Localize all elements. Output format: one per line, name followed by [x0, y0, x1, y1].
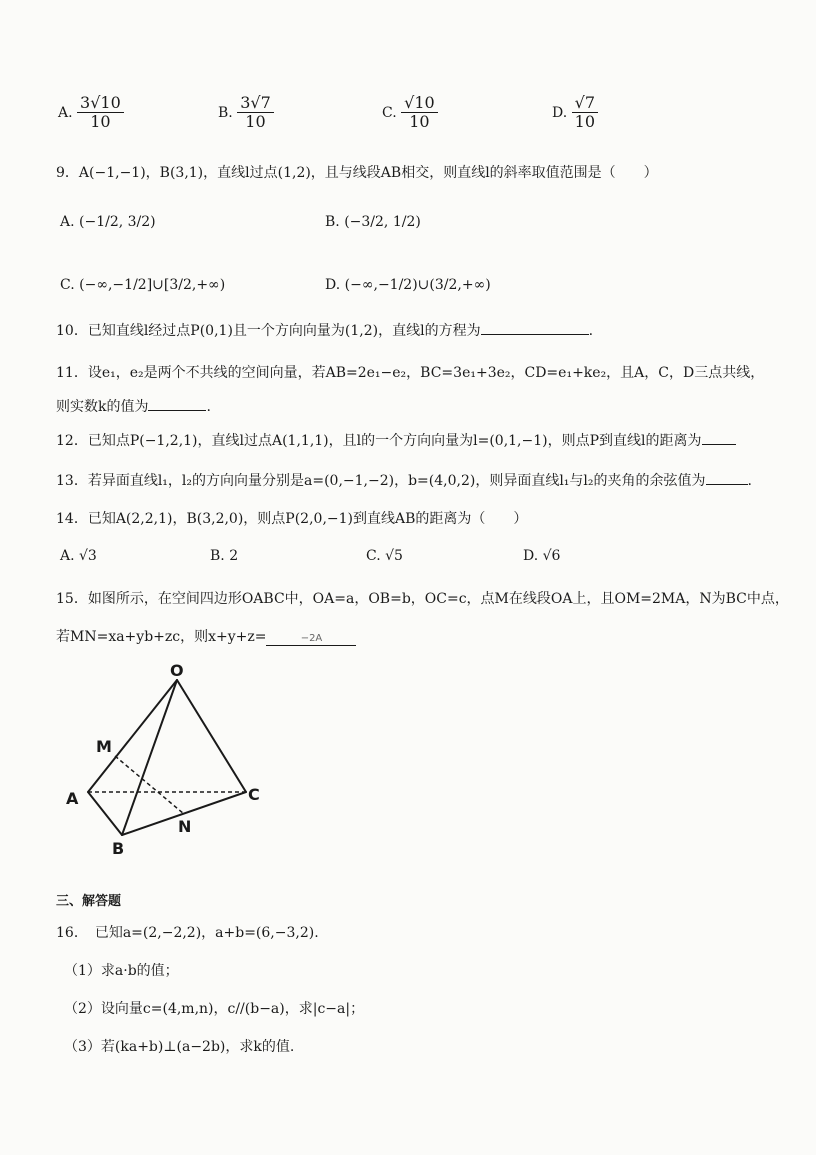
option-text: (−∞,−1/2]∪[3/2,+∞) [79, 277, 226, 293]
option-label: A. [58, 104, 73, 121]
fraction [401, 94, 438, 132]
q11-line1: 11．设e₁，e₂是两个不共线的空间向量，若AB=2e₁−e₂，BC=3e₁+3e₂，CD=e₁+ke₂，且A，C，D三点共线， [56, 365, 765, 381]
q11-stem-end: 则实数k的值为 [56, 399, 149, 415]
option-text: (−1/2, 3/2) [79, 214, 156, 230]
denominator: 10 [90, 112, 111, 132]
q14-option-d [523, 548, 560, 564]
option-label: C. [382, 104, 397, 121]
option-label: B. [325, 214, 340, 230]
q16-stem: 16． 已知a=(2,−2,2)，a+b=(6,−3,2). [56, 925, 319, 941]
edge-oc [177, 680, 246, 792]
option-label: A. [60, 548, 75, 564]
q9-option-a [60, 214, 156, 230]
answer-blank[interactable] [266, 629, 356, 646]
fraction [572, 94, 598, 132]
option-text: √3 [79, 548, 97, 564]
q12 [56, 430, 736, 450]
answer-blank[interactable] [706, 484, 748, 485]
section-title: 三、解答题 [56, 894, 122, 909]
tetrahedron-figure [60, 660, 280, 860]
label-b: B [112, 839, 125, 858]
option-label: D. [552, 104, 568, 121]
option-label: D. [523, 548, 539, 564]
edge-ab [88, 792, 122, 835]
label-c: C [248, 785, 260, 804]
label-a: A [66, 789, 79, 808]
q11-line2: 则实数k的值为 . [56, 399, 211, 415]
numerator: √10 [401, 94, 438, 113]
segment-mn [115, 756, 184, 814]
q14-option-c [366, 548, 403, 564]
q16-part1: （1）求a·b的值； [64, 963, 179, 979]
option-label: C. [60, 277, 75, 293]
numerator: 3√7 [237, 94, 274, 113]
label-m: M [96, 737, 112, 756]
option-text: (−∞,−1/2)∪(3/2,+∞) [344, 277, 491, 293]
q15-line1: 15．如图所示，在空间四边形OABC中，OA=a，OB=b，OC=c，点M在线段OA上，且OM=2MA，N为BC中点， [56, 591, 789, 607]
numerator: √7 [572, 94, 598, 113]
q14-option-b [210, 548, 238, 564]
denominator: 10 [574, 112, 595, 132]
option-text: √5 [385, 548, 403, 564]
q9-option-d [325, 277, 491, 293]
q13: 13．若异面直线l₁，l₂的方向向量分别是a=(0,−1,−2)，b=(4,0,2)，则异面直线l₁与l₂的夹角的余弦值为 . [56, 473, 752, 489]
q8-option-c [382, 94, 438, 132]
answer-blank[interactable] [481, 334, 589, 335]
label-o: O [170, 661, 184, 680]
option-label: D. [325, 277, 341, 293]
q15-line2 [56, 626, 356, 646]
edge-ob [122, 680, 177, 835]
q8-option-a [58, 94, 124, 132]
q16-part3: （3）若(ka+b)⊥(a−2b)，求k的值. [64, 1039, 295, 1055]
fraction [77, 94, 124, 132]
option-label: B. [218, 104, 233, 121]
q14-option-a [60, 548, 97, 564]
q8-option-d [552, 94, 598, 132]
q9-option-b [325, 214, 421, 230]
q8-option-b [218, 94, 274, 132]
option-text: (−3/2, 1/2) [344, 214, 421, 230]
answer-blank[interactable] [702, 444, 736, 445]
q14-stem: 14．已知A(2,2,1)，B(3,2,0)，则点P(2,0,−1)到直线AB的距离为（ ） [56, 511, 528, 527]
option-text: 2 [229, 548, 239, 564]
denominator: 10 [245, 112, 266, 132]
option-label: C. [366, 548, 381, 564]
option-label: A. [60, 214, 75, 230]
option-text: √6 [542, 548, 561, 564]
q9-option-c [60, 277, 225, 293]
q15-stem-end: 若MN=xa+yb+zc，则x+y+z= [56, 629, 267, 645]
q10: 10．已知直线l经过点P(0,1)且一个方向向量为(1,2)，直线l的方程为 . [56, 323, 594, 339]
q16-part2: （2）设向量c=(4,m,n)，c//(b−a)，求|c−a|； [64, 1001, 365, 1017]
q9-stem: 9．A(−1,−1)，B(3,1)，直线l过点(1,2)，且与线段AB相交，则直线l的斜率取值范围是（ ） [56, 165, 658, 181]
handwritten-answer: −2A [300, 633, 323, 644]
denominator: 10 [409, 112, 430, 132]
q10-stem: 10．已知直线l经过点P(0,1)且一个方向向量为(1,2)，直线l的方程为 [56, 323, 481, 339]
edge-oa [88, 680, 177, 792]
fraction [237, 94, 274, 132]
option-label: B. [210, 548, 225, 564]
q13-stem: 13．若异面直线l₁，l₂的方向向量分别是a=(0,−1,−2)，b=(4,0,2)，则异面直线l₁与l₂的夹角的余弦值为 [56, 473, 706, 489]
numerator: 3√10 [77, 94, 124, 113]
label-n: N [178, 817, 192, 836]
q12-stem: 12．已知点P(−1,2,1)，直线l过点A(1,1,1)，且l的一个方向向量为l=(0,1,−1)，则点P到直线l的距离为 [56, 433, 702, 449]
answer-blank[interactable] [148, 410, 206, 411]
